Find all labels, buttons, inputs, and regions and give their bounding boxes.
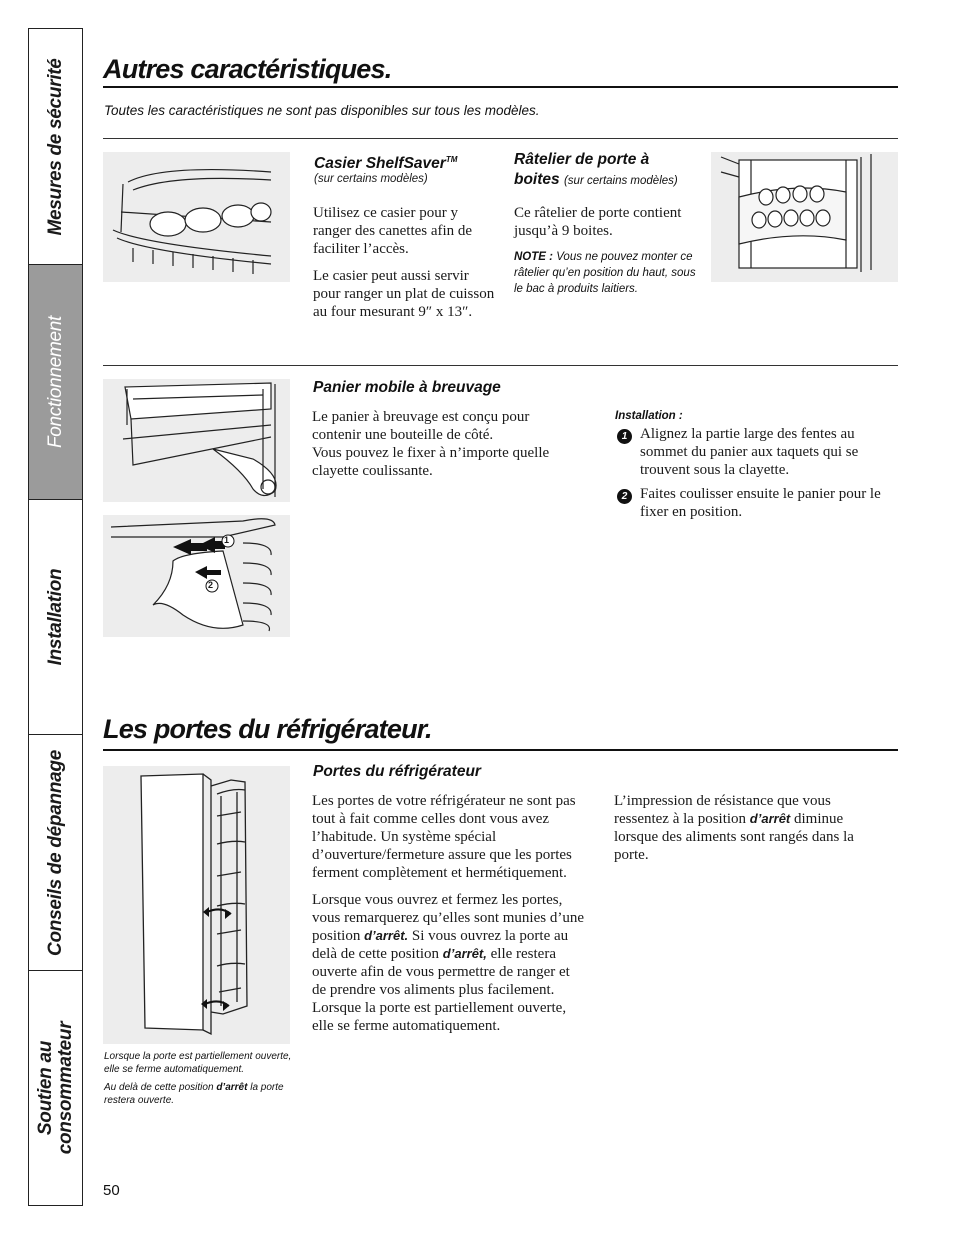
beverage-basket-illustration — [103, 379, 290, 502]
beverage-body — [312, 408, 582, 480]
section-title-les-portes: Les portes du réfrigérateur. — [103, 714, 432, 744]
step-number-badge: 2 — [617, 489, 632, 504]
divider — [103, 365, 898, 366]
text-run: L’impression de résistance que vous ressentez à la position — [614, 793, 831, 827]
emphasis: d’arrêt — [749, 811, 791, 826]
tab-label: Mesures de sécurité — [44, 58, 66, 235]
tab-label: Fonctionnement — [44, 315, 66, 449]
page-number: 50 — [103, 1182, 120, 1199]
paragraph — [614, 792, 869, 864]
paragraph: Utilisez ce casier pour y ranger des canettes afin de faciliter l’accès. — [313, 205, 473, 257]
tab-label-line1: Soutien au — [34, 1040, 56, 1135]
door-rack-body: Ce râtelier de porte contient jusqu’à 9 boites. — [514, 205, 682, 239]
divider — [103, 138, 898, 139]
note-text: Vous ne pouvez monter ce râtelier qu’en position du haut, sous le bac à produits laitiers. — [514, 251, 696, 295]
section-intro: Toutes les caractéristiques ne sont pas disponibles sur tous les modèles. — [104, 103, 540, 118]
tab-installation[interactable] — [29, 500, 82, 735]
tab-mesures-de-securite[interactable] — [29, 29, 82, 265]
text-run: diminue lorsque des aliments sont rangés dans la porte. — [614, 811, 854, 863]
door-rack-note — [514, 249, 699, 297]
door-rack-heading — [514, 150, 704, 191]
door-rack-title-line2: boites — [514, 171, 560, 188]
door-rack-illustration — [711, 152, 898, 282]
caption-2-part-b: d’arrêt — [216, 1082, 248, 1093]
paragraph: Le panier à breuvage est conçu pour contenir une bouteille de côté. — [312, 409, 530, 443]
door-rack-title-line1: Râtelier de porte à — [514, 151, 650, 168]
title-rule — [103, 86, 898, 88]
door-captions — [104, 1050, 294, 1112]
paragraph: Les portes de votre réfrigérateur ne sont pas tout à fait comme celles dont vous avez l’habitude. Un système spécial d’ouverture/fermeture assure que les portes ferment complètement et hermétiquement. — [312, 793, 576, 881]
diagram-label-2: 2 — [208, 580, 214, 590]
install-step-2 — [615, 485, 890, 521]
title-rule — [103, 749, 898, 751]
shelfsaver-body — [313, 204, 498, 330]
beverage-install-diagram — [103, 515, 290, 637]
text-run: Si vous ouvrez la porte au delà de cette position — [312, 928, 569, 962]
section-title-autres-caracteristiques: Autres caractéristiques. — [103, 54, 392, 84]
tab-label: Conseils de dépannage — [44, 749, 66, 956]
tab-label — [36, 1021, 76, 1154]
tab-label: Installation — [44, 568, 66, 666]
text-run: Lorsque vous ouvrez et fermez les portes, vous remarquerez qu’elles sont munies d’une position — [312, 892, 584, 944]
installation-label: Installation : — [615, 410, 683, 422]
step-number-badge: 1 — [617, 429, 632, 444]
doors-body-left — [312, 792, 587, 1044]
caption-1: Lorsque la porte est partiellement ouverte, elle se ferme automatiquement. — [104, 1051, 292, 1075]
caption-2-part-c: la porte restera ouverte. — [104, 1082, 284, 1106]
tab-label-line2: consommateur — [54, 1021, 76, 1154]
section-tabs — [28, 28, 83, 1206]
tab-soutien-au-consommateur[interactable] — [29, 971, 82, 1204]
refrigerator-door-illustration — [103, 766, 290, 1044]
doors-heading: Portes du réfrigérateur — [313, 763, 481, 780]
text-run: elle restera ouverte afin de vous permettre de ranger et de prendre vos aliments plus facilement. Lorsque la porte est partiellement ouverte, elle se ferme automatiquement. — [312, 946, 570, 1034]
paragraph — [312, 891, 587, 1035]
step-text: Faites coulisser ensuite le panier pour le fixer en position. — [640, 486, 881, 520]
door-rack-subnote: (sur certains modèles) — [563, 175, 678, 187]
shelfsaver-illustration — [103, 152, 290, 282]
step-text: Alignez la partie large des fentes au sommet du panier aux taquets qui se trouvent sous la clayette. — [640, 426, 859, 478]
install-step-1 — [615, 425, 890, 479]
paragraph: Le casier peut aussi servir pour ranger un plat de cuisson au four mesurant 9″ x 13″. — [313, 268, 495, 320]
paragraph: Vous pouvez le fixer à n’importe quelle clayette coulissante. — [312, 445, 550, 479]
shelfsaver-subnote: (sur certains modèles) — [314, 173, 428, 185]
tab-fonctionnement[interactable] — [29, 265, 82, 500]
shelfsaver-title: Casier ShelfSaver — [314, 155, 446, 173]
doors-body-right — [614, 792, 869, 873]
caption-2-part-a: Au delà de cette position — [104, 1082, 217, 1093]
emphasis: d’arrêt, — [442, 946, 487, 961]
emphasis: d’arrêt. — [364, 928, 409, 943]
tab-conseils-de-depannage[interactable] — [29, 735, 82, 971]
caption-2 — [104, 1081, 294, 1107]
diagram-label-1: 1 — [224, 535, 230, 545]
trademark: TM — [445, 155, 458, 164]
note-label: NOTE : — [514, 251, 553, 263]
shelfsaver-heading — [314, 150, 504, 174]
beverage-heading: Panier mobile à breuvage — [313, 379, 501, 396]
